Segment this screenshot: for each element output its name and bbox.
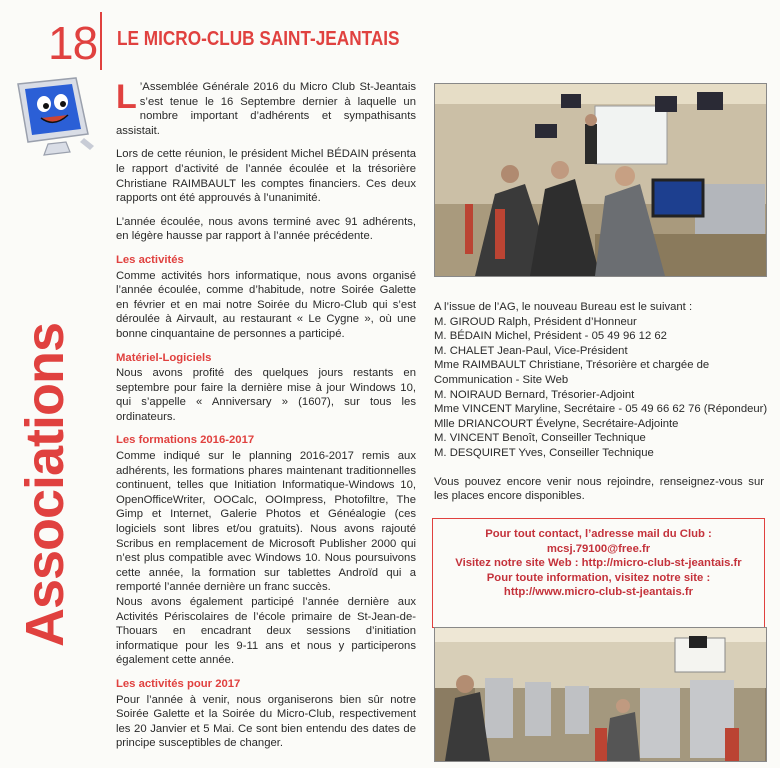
bureau-member: M. BÉDAIN Michel, Président - 05 49 96 12 62	[434, 330, 667, 343]
bureau-column	[434, 300, 768, 504]
paragraph: Nous avons profité des quelques jours restants en septembre pour faire la dernière mise à jour Windows 10, qui s’appelle « Anniversary » (1607), sur tous les ordinateurs.	[116, 367, 416, 423]
meeting-photo	[434, 83, 767, 277]
article-title: LE MICRO-CLUB SAINT-JEANTAIS	[117, 28, 400, 50]
section-heading: Matériel-Logiciels	[116, 351, 212, 364]
contact-email[interactable]: mcsj.79100@free.fr	[546, 542, 651, 555]
bureau-member: M. GIROUD Ralph, Président d’Honneur	[434, 315, 637, 328]
section-heading: Les formations 2016-2017	[116, 434, 255, 447]
bureau-closing: Vous pouvez encore venir nous rejoindre, renseignez-vous sur les places encore disponibles.	[434, 475, 764, 503]
paragraph: L’année écoulée, nous avons terminé avec 91 adhérents, en légère hausse par rapport à l’année précédente.	[116, 215, 416, 243]
bureau-intro: A l’issue de l’AG, le nouveau Bureau est le suivant :	[434, 301, 693, 313]
bureau-member: Mme RAIMBAULT Christiane, Trésorière et chargée de Communication - Site Web	[434, 359, 710, 386]
paragraph: Pour l’année à venir, nous organiserons bien sûr notre Soirée Galette et la Soirée du Micro-Club, respectivement les 20 Janvier et 5 Mai. Ce sont bien entendu des dates de principe susceptibles de changer.	[116, 693, 416, 750]
paragraph: Comme activités hors informatique, nous avons organisé l’année écoulée, comme d’habitude, notre Soirée Galette en février et en mai notre Soirée du Micro-Club qui s’est déroulée à Airvault, au restaurant « Le Cygne », où une bonne cinquantaine de personnes a participé.	[116, 269, 416, 340]
computer-lab-photo	[434, 627, 767, 762]
paragraph: Lors de cette réunion, le président Michel BÉDAIN présenta le rapport d’activité de l’année écoulée et la trésorière Christiane RAIMBAULT les comptes financiers. Ces deux rapports ont été approuvés à l’unanimité.	[116, 148, 416, 205]
bureau-member: Mme VINCENT Maryline, Secrétaire - 05 49 66 62 76 (Répondeur)	[434, 403, 768, 416]
paragraph: Nous avons également participé l’année dernière aux Activités Périscolaires de l’école primaire de St-Jean-de-Thouars en encadrant deux sessions d’initiation informatique pour les 9-11 ans et nous y participerons également cette année.	[116, 596, 416, 667]
page-number: 18	[48, 17, 98, 69]
contact-website-line[interactable]: Visitez notre site Web : http://micro-club-st-jeantais.fr	[455, 557, 742, 570]
section-heading: Les activités pour 2017	[116, 677, 241, 690]
computer-mascot-icon	[14, 76, 96, 160]
bureau-member: Mlle DRIANCOURT Évelyne, Secrétaire-Adjointe	[434, 417, 679, 430]
intro-paragraph: L ’Assemblée Générale 2016 du Micro Club St-Jeantais s’est tenue le 16 Septembre dernier à laquelle un nombre important d’adhérents et sympathisants assistait.	[116, 78, 416, 137]
bureau-member: M. DESQUIRET Yves, Conseiller Technique	[434, 446, 654, 459]
paragraph: Comme indiqué sur le planning 2016-2017 remis aux adhérents, les formations phares maintenant traditionnelles continuent, telles que Initiation Informatique-Windows 10, OpenOfficeWriter, OOCalc, OOImpress, Photofiltre, The Gimp et Internet, Galerie Photos et Généalogie (ces logiciels sont libres et/ou gratuits). Nous avons rajouté Scribus en remplacement de Microsoft Publisher 2000 qui n’est plus compatible avec Windows 10. Nous poursuivons cette année, la formation sur tablettes Androïd qui a remporté l’année dernière un franc succès.	[116, 450, 416, 594]
main-article-column	[116, 80, 416, 760]
section-heading: Les activités	[116, 253, 184, 266]
section-label-text: Associations	[15, 322, 75, 648]
header-divider	[100, 12, 102, 70]
drop-cap: L	[116, 78, 137, 116]
contact-box	[432, 518, 765, 628]
bureau-member: M. CHALET Jean-Paul, Vice-Président	[434, 344, 628, 357]
bureau-member: M. VINCENT Benoît, Conseiller Technique	[434, 432, 646, 445]
contact-line: Pour tout contact, l’adresse mail du Club :	[485, 528, 712, 540]
contact-website-link[interactable]: http://www.micro-club-st-jeantais.fr	[503, 586, 694, 599]
bureau-member: M. NOIRAUD Bernard, Trésorier-Adjoint	[434, 388, 635, 401]
section-label-vertical	[10, 290, 80, 680]
contact-line: Pour toute information, visitez notre site :	[486, 571, 711, 584]
